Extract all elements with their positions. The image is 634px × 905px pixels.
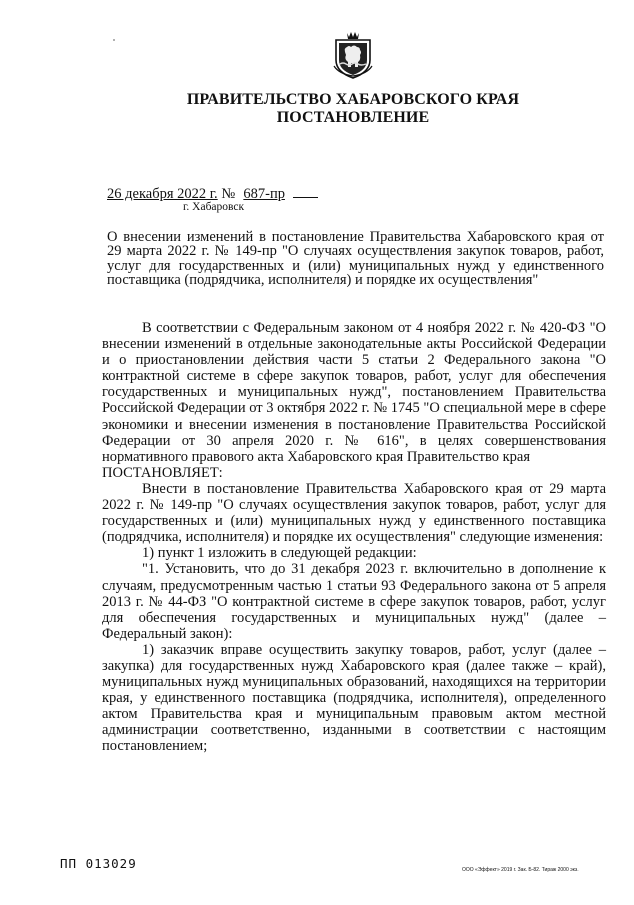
- printer-imprint: ООО «Эффект» 2019 г. Зак. Б-82. Тираж 2000 экз.: [462, 867, 579, 873]
- document-date: 26 декабря 2022 г.: [107, 186, 218, 202]
- document-number: 687-пр: [243, 186, 285, 202]
- document-city: г. Хабаровск: [183, 201, 245, 213]
- subitem-1-paragraph: 1) заказчик вправе осуществить закупку товаров, работ, услуг (далее – закупка) для государственных нужд Хабаровского края (далее также – край), муниципальных нужд муниципальных образований, находящихся на территории края, у единственного поставщика (подрядчика, исполнителя), определенного актом Правительства края и муниципальным правовым актом местной администрации соответственно, изданными в соответствии с настоящим постановлением;: [102, 641, 606, 755]
- decree-word: ПОСТАНОВЛЯЕТ:: [102, 464, 223, 481]
- amendment-intro-paragraph: Внести в постановление Правительства Хабаровского края от 29 марта 2022 г. № 149-пр "О случаях осуществления закупок товаров, работ, услуг для государственных и (или) муниципальных нужд у единственного поставщика (подрядчика, исполнителя) и порядке их осуществления" следующие изменения:: [102, 480, 606, 546]
- government-name: ПРАВИТЕЛЬСТВО ХАБАРОВСКОГО КРАЯ: [186, 91, 520, 108]
- coat-of-arms-emblem: [331, 30, 375, 80]
- document-title: О внесении изменений в постановление Правительства Хабаровского края от 29 марта 2022 г. № 149-пр "О случаях осуществления закупок товаров, работ, услуг для государственных и (или) муниципальных нужд у единственного поставщика (подрядчика, исполнителя) и порядке их осуществления": [107, 229, 604, 288]
- form-code: ПП 013029: [60, 856, 137, 871]
- preamble-paragraph: В соответствии с Федеральным законом от 4 ноября 2022 г. № 420-ФЗ "О внесении изменений в отдельные законодательные акты Российской Федерации и о приостановлении действия части 5 статьи 2 Федерального закона "О контрактной системе в сфере закупок товаров, работ, услуг для обеспечения государственных и муниципальных нужд", постановлением Правительства Российской Федерации от 3 октября 2022 г. № 1745 "О специальной мере в сфере экономики и внесении изменения в постановление Правительства Российской Федерации от 30 апреля 2020 г. № 616", в целях совершенствования нормативного правового акта Хабаровского края Правительство края: [102, 320, 606, 465]
- number-prefix: №: [221, 186, 236, 202]
- item-1-paragraph: 1) пункт 1 изложить в следующей редакции:: [142, 545, 417, 562]
- underline-tail: [293, 185, 318, 198]
- quote-1-paragraph: "1. Установить, что до 31 декабря 2023 г. включительно в дополнение к случаям, предусмотренным частью 1 статьи 93 Федерального закона от 5 апреля 2013 г. № 44-ФЗ "О контрактной системе в сфере закупок товаров, работ, услуг для обеспечения государственных и муниципальных нужд" (далее – Федеральный закон):: [102, 561, 606, 642]
- khabarovsk-coat-of-arms-icon: [331, 30, 375, 80]
- document-body: [102, 320, 606, 755]
- scan-speck: [113, 39, 115, 41]
- document-type: ПОСТАНОВЛЕНИЕ: [276, 109, 430, 126]
